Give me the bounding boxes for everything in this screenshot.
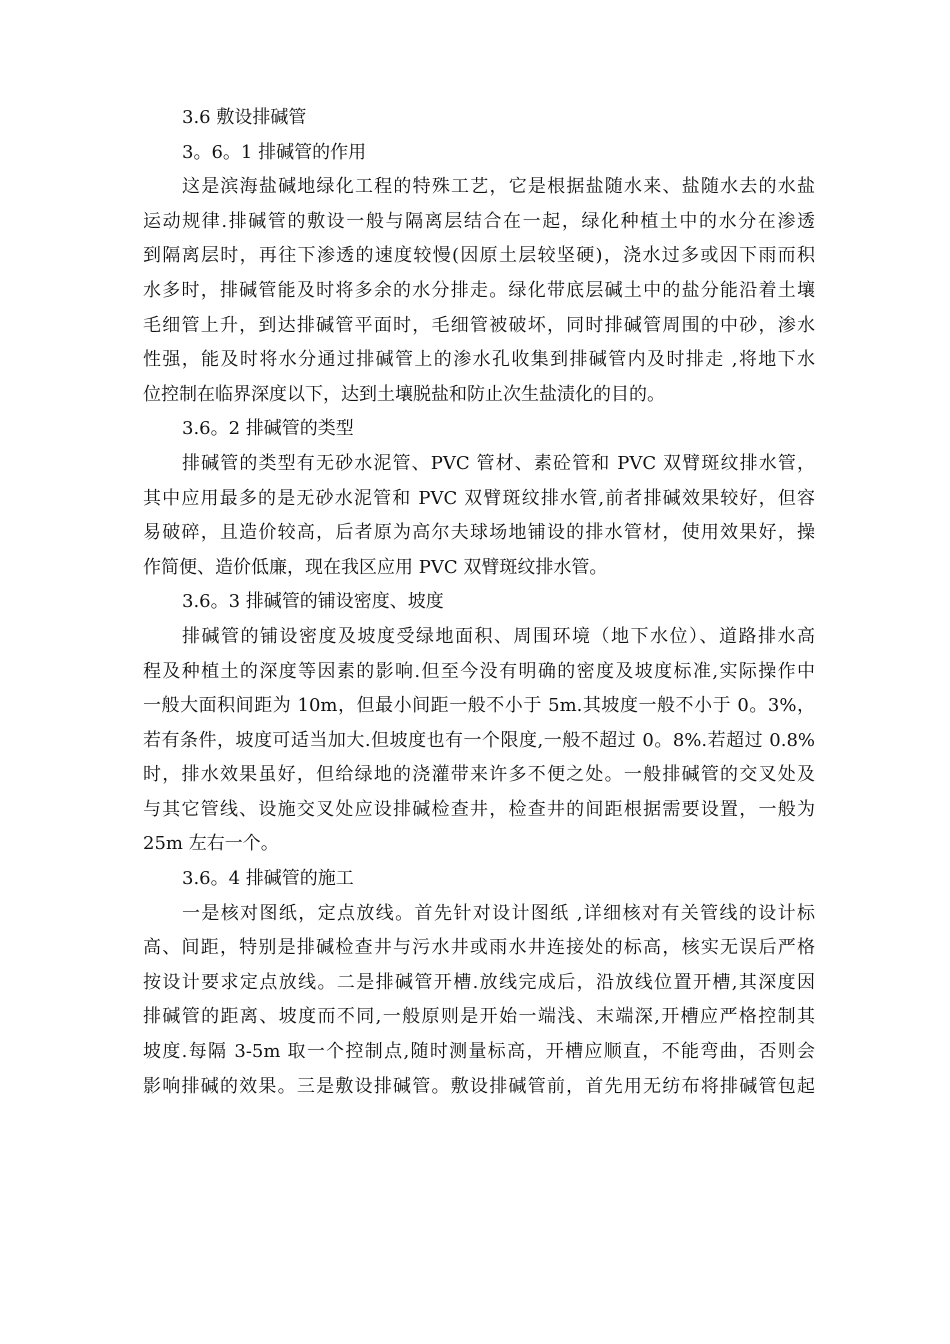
paragraph-line: 性强，能及时将水分通过排碱管上的渗水孔收集到排碱管内及时排走 ,将地下水 [143,349,815,371]
paragraph-line: 若有条件，坡度可适当加大.但坡度也有一个限度,一般不超过 0。8%.若超过 0.8% [143,729,815,751]
paragraph-line: 排碱管的铺设密度及坡度受绿地面积、周围环境（地下水位）、道路排水高 [182,625,815,647]
paragraph-line: 一是核对图纸，定点放线。首先针对设计图纸 ,详细核对有关管线的设计标 [182,902,815,924]
paragraph-line: 位控制在临界深度以下，达到土壤脱盐和防止次生盐渍化的目的。 [143,383,665,405]
paragraph-line: 作简便、造价低廉，现在我区应用 PVC 双臂斑纹排水管。 [143,556,608,578]
paragraph-line: 程及种植土的深度等因素的影响.但至今没有明确的密度及坡度标准,实际操作中 [143,660,815,682]
paragraph-line: 易破碎，且造价较高，后者原为高尔夫球场地铺设的排水管材，使用效果好，操 [143,522,815,544]
subsection-heading: 3.6。2 排碱管的类型 [182,418,354,440]
paragraph-line: 这是滨海盐碱地绿化工程的特殊工艺，它是根据盐随水来、盐随水去的水盐 [182,176,815,198]
paragraph-line: 按设计要求定点放线。二是排碱管开槽.放线完成后，沿放线位置开槽,其深度因 [143,971,815,993]
paragraph-line: 一般大面积间距为 10m，但最小间距一般不小于 5m.其坡度一般不小于 0。3%， [143,695,815,717]
paragraph-line: 毛细管上升，到达排碱管平面时，毛细管被破坏，同时排碱管周围的中砂，渗水 [143,314,815,336]
document-body [143,101,815,1104]
paragraph-line: 与其它管线、设施交叉处应设排碱检查井，检查井的间距根据需要设置，一般为 [143,798,815,820]
paragraph-line: 坡度.每隔 3-5m 取一个控制点,随时测量标高，开槽应顺直，不能弯曲，否则会 [143,1041,815,1063]
subsection-heading: 3.6。3 排碱管的铺设密度、坡度 [182,591,444,613]
paragraph-line: 高、间距，特别是排碱检查井与污水井或雨水井连接处的标高，核实无误后严格 [143,937,815,959]
paragraph-line: 运动规律.排碱管的敷设一般与隔离层结合在一起，绿化种植土中的水分在渗透 [143,210,815,232]
paragraph-line: 水多时，排碱管能及时将多余的水分排走。绿化带底层碱土中的盐分能沿着土壤 [143,279,815,301]
paragraph-line: 25m 左右一个。 [143,833,279,855]
section-title: 3.6 敷设排碱管 [182,107,307,128]
paragraph-line: 到隔离层时，再往下渗透的速度较慢(因原土层较坚硬)，浇水过多或因下雨而积 [143,245,815,267]
paragraph-line: 排碱管的距离、坡度而不同,一般原则是开始一端浅、末端深,开槽应严格控制其 [143,1006,815,1028]
paragraph-line: 影响排碱的效果。三是敷设排碱管。敷设排碱管前，首先用无纺布将排碱管包起 [143,1075,815,1097]
subsection-heading: 3。6。1 排碱管的作用 [182,141,367,163]
subsection-heading: 3.6。4 排碱管的施工 [182,868,354,890]
paragraph-line: 其中应用最多的是无砂水泥管和 PVC 双臂斑纹排水管,前者排碱效果较好，但容 [143,487,815,509]
paragraph-line: 排碱管的类型有无砂水泥管、PVC 管材、素砼管和 PVC 双臂斑纹排水管， [182,452,815,474]
paragraph-line: 时，排水效果虽好，但给绿地的浇灌带来许多不便之处。一般排碱管的交叉处及 [143,764,815,786]
